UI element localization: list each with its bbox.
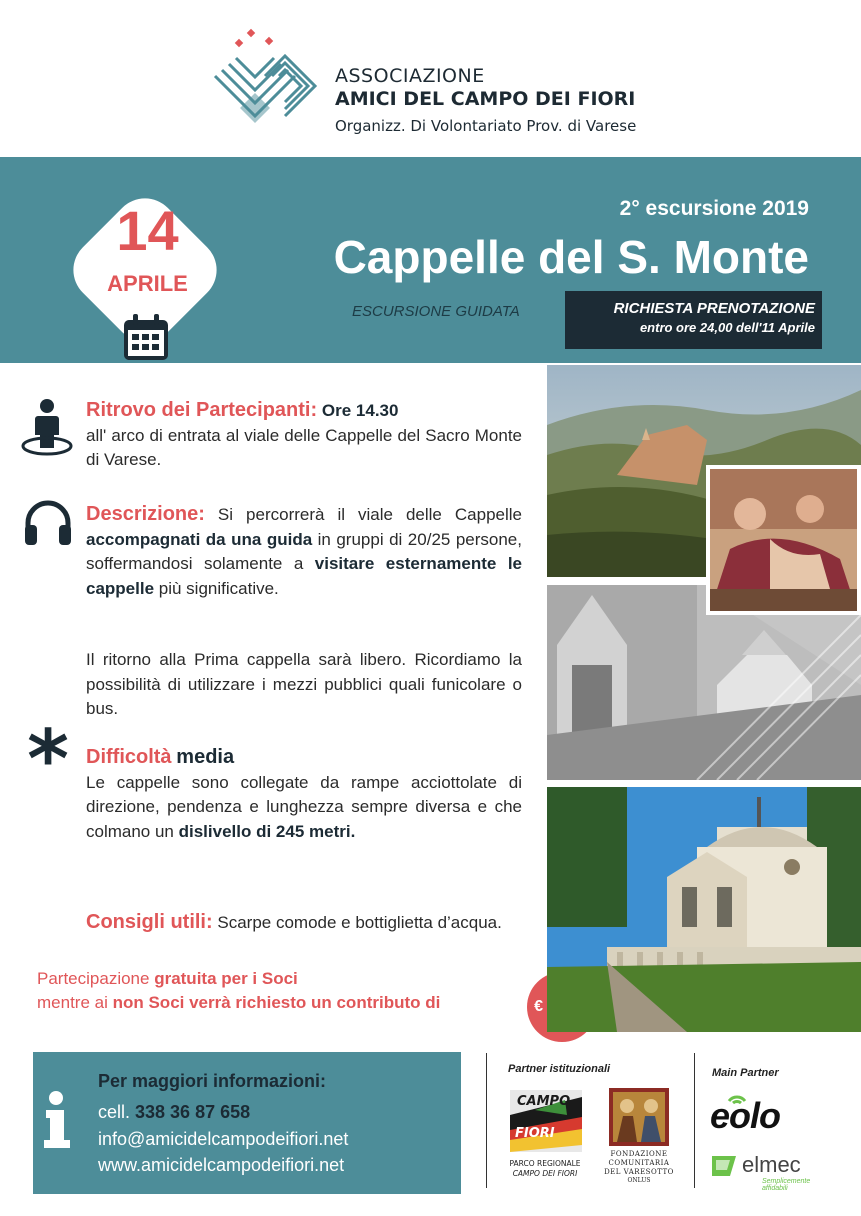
fondazione-text-2: COMUNITARIA xyxy=(608,1159,670,1167)
fondazione-text-4: ONLUS xyxy=(627,1177,651,1184)
info-title: Per maggiori informazioni: xyxy=(98,1071,327,1091)
event-title: Cappelle del S. Monte xyxy=(333,231,809,283)
description-text-1: Si percorrerà il viale delle Cappelle xyxy=(204,505,522,524)
email-link[interactable]: info@amicidelcampodeifiori.net xyxy=(98,1129,349,1149)
difficulty-level: media xyxy=(176,746,235,768)
participation-text-1: Partecipazione xyxy=(37,969,155,988)
return-section: Il ritorno alla Prima cappella sarà libero. Ricordiamo la possibilità di utilizzare i mezzi pubblici quali funicolare o bus. xyxy=(86,650,522,718)
participation-text-2: mentre ai xyxy=(37,993,113,1012)
booking-deadline: entro ore 24,00 dell'11 Aprile xyxy=(639,320,815,335)
participation-bold-2: non Soci verrà richiesto un contributo di xyxy=(112,993,441,1012)
elmec-logo xyxy=(710,1150,825,1190)
association-logo xyxy=(210,28,325,138)
difficulty-bold: dislivello di 245 metri. xyxy=(178,821,356,841)
tips-heading: Consigli utili: xyxy=(86,911,213,933)
description-heading: Descrizione: xyxy=(86,503,205,525)
participation-line1 xyxy=(37,969,298,989)
description-bold-1: accompagnati da una guida xyxy=(86,529,313,549)
difficulty-text: Le cappelle sono collegate da rampe acciottolate di direzione, pendenza e lunghezza sempre diversa e che colmano un xyxy=(86,772,522,841)
person-location-icon xyxy=(20,398,74,456)
meeting-time: Ore 14.30 xyxy=(321,401,399,420)
info-icon xyxy=(38,1090,78,1150)
event-day: 14 xyxy=(116,199,179,262)
fondazione-logo xyxy=(600,1088,678,1188)
chapel-fresco-photo xyxy=(706,465,861,615)
campo-logo-caption2: CAMPO DEI FIORI xyxy=(512,1169,578,1178)
info-phone-line xyxy=(98,1102,250,1123)
fondazione-text-1: FONDAZIONE xyxy=(610,1150,668,1158)
phone-number[interactable]: 338 36 87 658 xyxy=(135,1102,251,1122)
phone-label: cell. xyxy=(98,1102,136,1122)
fondazione-text-3: DEL VARESOTTO xyxy=(604,1168,674,1176)
calendar-icon xyxy=(120,312,172,364)
participation-bold-1: gratuita per i Soci xyxy=(154,969,298,988)
participation-line2 xyxy=(37,993,440,1013)
org-subtitle: Organizz. Di Volontariato Prov. di Varese xyxy=(335,117,637,135)
event-month: APRILE xyxy=(107,271,188,296)
eolo-logo xyxy=(710,1087,805,1137)
description-bold-2: visitare esternamente le cappelle xyxy=(86,554,522,598)
euro-symbol: € xyxy=(534,998,544,1015)
meeting-heading: Ritrovo dei Partecipanti: xyxy=(86,399,318,421)
description-text-3: più significative. xyxy=(154,578,279,598)
partner-divider-1 xyxy=(486,1053,487,1188)
description-text-2: in gruppi di 20/25 persone, soffermandosi solamente a xyxy=(86,529,522,573)
website-link[interactable]: www.amicidelcampodeifiori.net xyxy=(98,1155,345,1175)
tips-section xyxy=(86,910,522,936)
event-subtitle: 2° escursione 2019 xyxy=(619,197,809,220)
chapel-exterior-photo xyxy=(547,787,861,1032)
campo-logo-text-top: CAMPO xyxy=(517,1094,571,1109)
asterisk-icon: * xyxy=(27,713,69,806)
eolo-wordmark: eolo xyxy=(710,1095,781,1136)
booking-title: RICHIESTA PRENOTAZIONE xyxy=(613,300,815,317)
institutional-partners-label: Partner istituzionali xyxy=(508,1063,611,1075)
meeting-text: all' arco di entrata al viale delle Cappelle del Sacro Monte di Varese. xyxy=(86,425,522,469)
main-partner-label: Main Partner xyxy=(712,1067,779,1079)
partner-divider-2 xyxy=(694,1053,695,1188)
difficulty-section xyxy=(86,745,522,844)
campo-logo-text-mid: FIORI xyxy=(515,1126,555,1141)
headphones-icon xyxy=(22,497,74,549)
meeting-section xyxy=(86,398,522,473)
tips-text: Scarpe comode e bottiglietta d’acqua. xyxy=(212,913,502,932)
elmec-wordmark: elmec xyxy=(742,1152,801,1177)
org-name-line2: AMICI DEL CAMPO DEI FIORI xyxy=(335,88,636,110)
event-type: ESCURSIONE GUIDATA xyxy=(352,303,520,320)
difficulty-heading: Difficoltà xyxy=(86,746,172,768)
campo-dei-fiori-park-logo xyxy=(505,1085,585,1185)
elmec-tagline: Semplicemente affidabili xyxy=(762,1178,811,1192)
description-section xyxy=(86,502,522,601)
org-name-line1: ASSOCIAZIONE xyxy=(335,65,485,87)
campo-logo-caption1: PARCO REGIONALE xyxy=(509,1159,581,1168)
